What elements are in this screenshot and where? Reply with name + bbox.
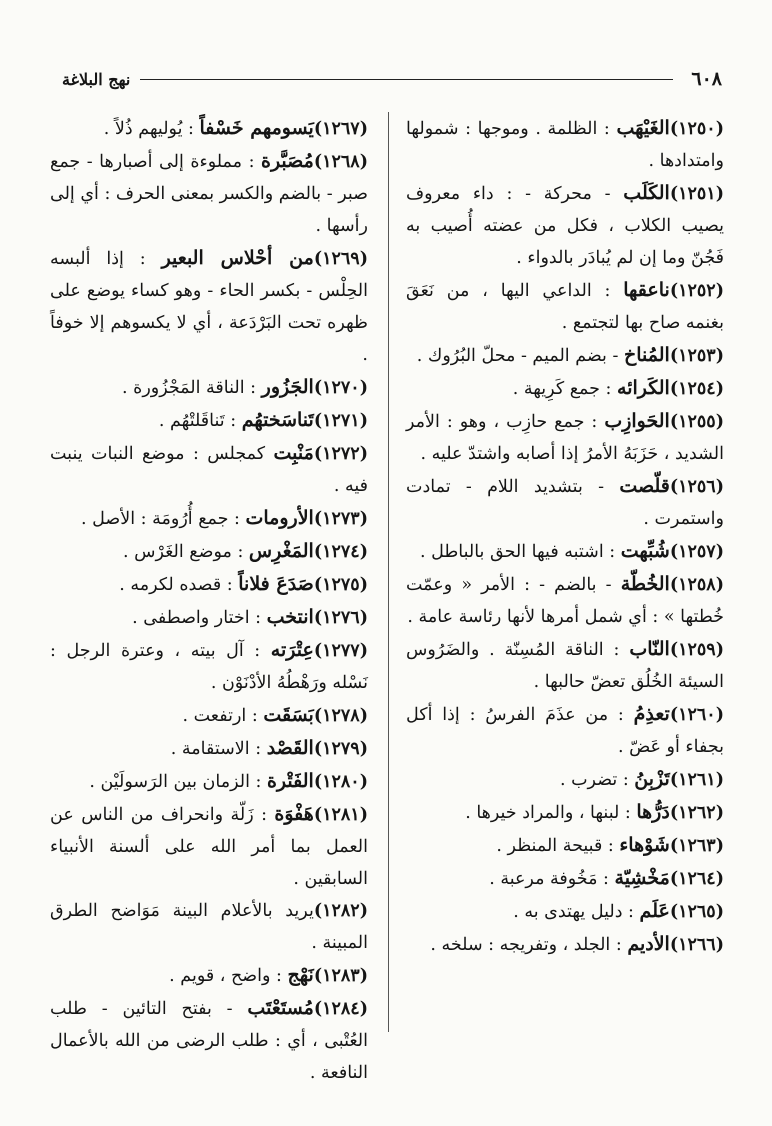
glossary-entry <box>406 177 724 274</box>
left-column <box>50 112 368 1089</box>
entry-definition: - بضم الميم - محلّ البُرُوك . <box>416 346 619 366</box>
entry-definition: كمجلس : موضع النبات ينبت فيه . <box>50 444 368 496</box>
entry-headword: تَناسَختهُم <box>241 409 314 431</box>
entry-number: (١٢٥١) <box>669 184 724 204</box>
glossary-entry <box>50 437 368 502</box>
entry-number: (١٢٧٦) <box>313 608 368 628</box>
entry-number: (١٢٧٠) <box>313 378 368 398</box>
entry-number: (١٢٦٦) <box>669 935 724 955</box>
entry-definition: : الجلد ، وتفريجه : سلخه . <box>430 935 622 955</box>
entry-definition: : من عذَمَ الفرسُ : إذا أكل بجفاء أو عَضّ . <box>406 705 724 757</box>
entry-headword: شَوْهاء <box>619 834 670 856</box>
entry-number: (١٢٦١) <box>669 770 724 790</box>
entry-definition: : واضح ، قويم . <box>169 966 282 986</box>
glossary-entry <box>406 862 724 895</box>
entry-definition: : زَلّة وانحراف من الناس عن العمل بما أمر الله على ألسنة الأنبياء السابقين . <box>50 805 368 889</box>
glossary-entry <box>50 404 368 437</box>
entry-number: (١٢٨٤) <box>313 999 368 1019</box>
column-divider <box>388 112 389 1032</box>
entry-headword: مُصَبَّرة <box>260 150 314 172</box>
glossary-entry <box>50 535 368 568</box>
entry-headword: صَدَعَ فلاناً <box>238 573 314 595</box>
entry-number: (١٢٦٢) <box>669 803 724 823</box>
glossary-entry <box>50 502 368 535</box>
entry-headword: الأرومات <box>245 507 314 529</box>
entry-definition: : ارتفعت . <box>182 706 258 726</box>
entry-headword: من أحْلاس البعير <box>161 247 314 269</box>
entry-headword: تعذِمُ <box>633 703 670 725</box>
entry-number: (١٢٥٩) <box>669 640 724 660</box>
entry-definition: : تضرب . <box>559 770 629 790</box>
entry-definition: يريد بالأعلام البينة مَوَاضح الطرق المبينة . <box>50 901 368 953</box>
entry-headword: المَغْرِس <box>248 540 314 562</box>
header-rule <box>140 79 673 80</box>
entry-number: (١٢٥٣) <box>669 346 724 366</box>
entry-number: (١٢٥٠) <box>669 119 724 139</box>
entry-number: (١٢٦٠) <box>669 705 724 725</box>
glossary-entry <box>50 895 368 959</box>
entry-number: (١٢٦٣) <box>669 836 724 856</box>
entry-definition: : الناقة المُسِنّة . والضَرُوس السيئة الخُلُق تعضّ حالبها . <box>406 640 724 692</box>
entry-definition: : دليل يهتدى به . <box>513 902 634 922</box>
glossary-entry <box>406 568 724 633</box>
entry-definition: : مملوءة إلى أصبارها - جمع صبر - بالضم والكسر بمعنى الحرف : أي إلى رأسها . <box>50 152 368 236</box>
glossary-entry <box>406 405 724 470</box>
entry-definition: : مَخُوفة مرعبة . <box>489 869 609 889</box>
page-header <box>62 64 722 94</box>
entry-definition: : قبيحة المنظر . <box>496 836 614 856</box>
entry-headword: شُبِّهت <box>620 540 670 562</box>
glossary-entry <box>50 568 368 601</box>
entry-headword: القَصْد <box>266 737 314 759</box>
entry-definition: : موضع الغَرْس . <box>122 542 244 562</box>
entry-definition: - بتشديد اللام - تمادت واستمرت . <box>406 477 724 529</box>
entry-headword: ناعقها <box>623 279 670 301</box>
glossary-entry <box>50 371 368 404</box>
entry-definition: : الظلمة . وموجها : شمولها وامتدادها . <box>406 119 724 171</box>
entry-number: (١٢٧٣) <box>313 509 368 529</box>
entry-headword: قلّصت <box>619 475 670 497</box>
entry-definition: : الداعي اليها ، من نَعَقَ بغنمه صاح بها لتجتمع . <box>406 281 724 333</box>
entry-number: (١٢٥٥) <box>669 412 724 432</box>
right-column <box>406 112 724 961</box>
entry-headword: مُستَعْتَب <box>247 997 314 1019</box>
entry-headword: الأديم <box>627 933 670 955</box>
entry-number: (١٢٧٤) <box>313 542 368 562</box>
entry-number: (١٢٥٢) <box>669 281 724 301</box>
entry-number: (١٢٥٦) <box>669 477 724 497</box>
glossary-entry <box>50 601 368 634</box>
entry-headword: المُناخ <box>623 344 670 366</box>
entry-number: (١٢٥٤) <box>669 379 724 399</box>
entry-number: (١٢٦٩) <box>313 249 368 269</box>
glossary-entry <box>406 633 724 698</box>
entry-number: (١٢٥٨) <box>669 575 724 595</box>
entry-headword: مَخْشِيّة <box>614 867 670 889</box>
glossary-entry <box>50 798 368 895</box>
entry-number: (١٢٦٧) <box>313 119 368 139</box>
entry-number: (١٢٧١) <box>313 411 368 431</box>
glossary-entry <box>50 242 368 371</box>
page-number: ٦٠٨ <box>691 68 722 90</box>
glossary-entry <box>406 829 724 862</box>
entry-definition: : جمع حازِب ، وهو : الأمر الشديد ، حَزَبَهُ الأمرُ إذا أصابه واشتدّ عليه . <box>406 412 724 464</box>
glossary-entry <box>406 763 724 796</box>
entry-number: (١٢٨٣) <box>313 966 368 986</box>
entry-headword: عِتْرَته <box>270 639 314 661</box>
entry-headword: دَرُّها <box>636 801 670 823</box>
entry-definition: : إذا ألبسه الحِلْس - بكسر الحاء - وهو كساء يوضع على ظهره تحت البَرْدَعة ، أي لا يكسوهم إلا خوفاً . <box>50 249 368 365</box>
entry-number: (١٢٦٥) <box>669 902 724 922</box>
glossary-entry <box>50 732 368 765</box>
entry-headword: الخُطّة <box>620 573 670 595</box>
entry-headword: تَزْبِنُ <box>634 768 670 790</box>
glossary-entry <box>50 145 368 242</box>
entry-definition: : اشتبه فيها الحق بالباطل . <box>419 542 616 562</box>
entry-headword: الكَلَب <box>623 182 670 204</box>
entry-number: (١٢٦٨) <box>313 152 368 172</box>
entry-definition: : آل بيته ، وعترة الرجل : نَسْله ورَهْطُهُ الأدْنَوْن . <box>50 641 368 693</box>
entry-headword: انتخب <box>266 606 314 628</box>
entry-headword: نَهْج <box>287 964 314 986</box>
entry-number: (١٢٦٤) <box>669 869 724 889</box>
entry-definition: : تَناقَلتْهُم . <box>158 411 237 431</box>
glossary-entry <box>50 634 368 699</box>
running-title: نهج البلاغة <box>62 69 131 89</box>
glossary-entry <box>406 796 724 829</box>
entry-definition: : اختار واصطفى . <box>132 608 262 628</box>
entry-number: (١٢٨١) <box>313 805 368 825</box>
entry-number: (١٢٧٥) <box>313 575 368 595</box>
entry-definition: : الناقة المَجْزُورة . <box>122 378 257 398</box>
glossary-entry <box>406 895 724 928</box>
entry-definition: : يُوليهم ذُلاً . <box>103 119 194 139</box>
entry-headword: النّاب <box>629 638 670 660</box>
entry-definition: : جمع أُرُومَة : الأصل . <box>81 509 240 529</box>
entry-definition: : جمع كَرِيهة . <box>512 379 612 399</box>
entry-headword: الكَرائه <box>617 377 670 399</box>
entry-headword: هَفْوَة <box>274 803 314 825</box>
entry-headword: بَسَقَت <box>263 704 314 726</box>
entry-number: (١٢٧٢) <box>313 444 368 464</box>
entry-number: (١٢٥٧) <box>669 542 724 562</box>
glossary-entry <box>50 112 368 145</box>
entry-number: (١٢٨٢) <box>313 901 368 921</box>
glossary-entry <box>50 959 368 992</box>
entry-headword: الحَوازِب <box>604 410 670 432</box>
entry-headword: الفَتْرة <box>266 770 314 792</box>
glossary-entry <box>50 992 368 1089</box>
glossary-entry <box>50 699 368 732</box>
glossary-entry <box>406 470 724 535</box>
entry-definition: - بفتح التائين - طلب العُتْبى ، أي : طلب الرضى من الله بالأعمال النافعة . <box>50 999 368 1083</box>
entry-headword: يَسومهم خَسْفاً <box>199 117 314 139</box>
entry-number: (١٢٨٠) <box>313 772 368 792</box>
glossary-entry <box>406 274 724 339</box>
glossary-entry <box>406 928 724 961</box>
entry-number: (١٢٧٨) <box>313 706 368 726</box>
entry-definition: - محركة - : داء معروف يصيب الكلاب ، فكل من عضته أُصيب به فَجُنّ وما إن لم يُبادَر بالدواء . <box>406 184 724 268</box>
glossary-entry <box>406 698 724 763</box>
entry-headword: الجَزُور <box>261 376 314 398</box>
entry-number: (١٢٧٧) <box>313 641 368 661</box>
entry-definition: : قصده لكرمه . <box>119 575 233 595</box>
glossary-entry <box>50 765 368 798</box>
entry-definition: : الاستقامة . <box>170 739 262 759</box>
entry-definition: : لبنها ، والمراد خيرها . <box>465 803 631 823</box>
glossary-entry <box>406 112 724 177</box>
glossary-entry <box>406 339 724 372</box>
glossary-entry <box>406 372 724 405</box>
entry-headword: الغَيْهَب <box>616 117 670 139</box>
entry-definition: - بالضم - : الأمر « وعمّت خُطتها » : أي شمل أمرها لأنها رئاسة عامة . <box>406 575 724 627</box>
glossary-entry <box>406 535 724 568</box>
entry-number: (١٢٧٩) <box>313 739 368 759</box>
entry-headword: عَلَم <box>639 900 670 922</box>
entry-definition: : الزمان بين الرَسولَيْن . <box>89 772 262 792</box>
entry-headword: مَنْبِت <box>273 442 314 464</box>
